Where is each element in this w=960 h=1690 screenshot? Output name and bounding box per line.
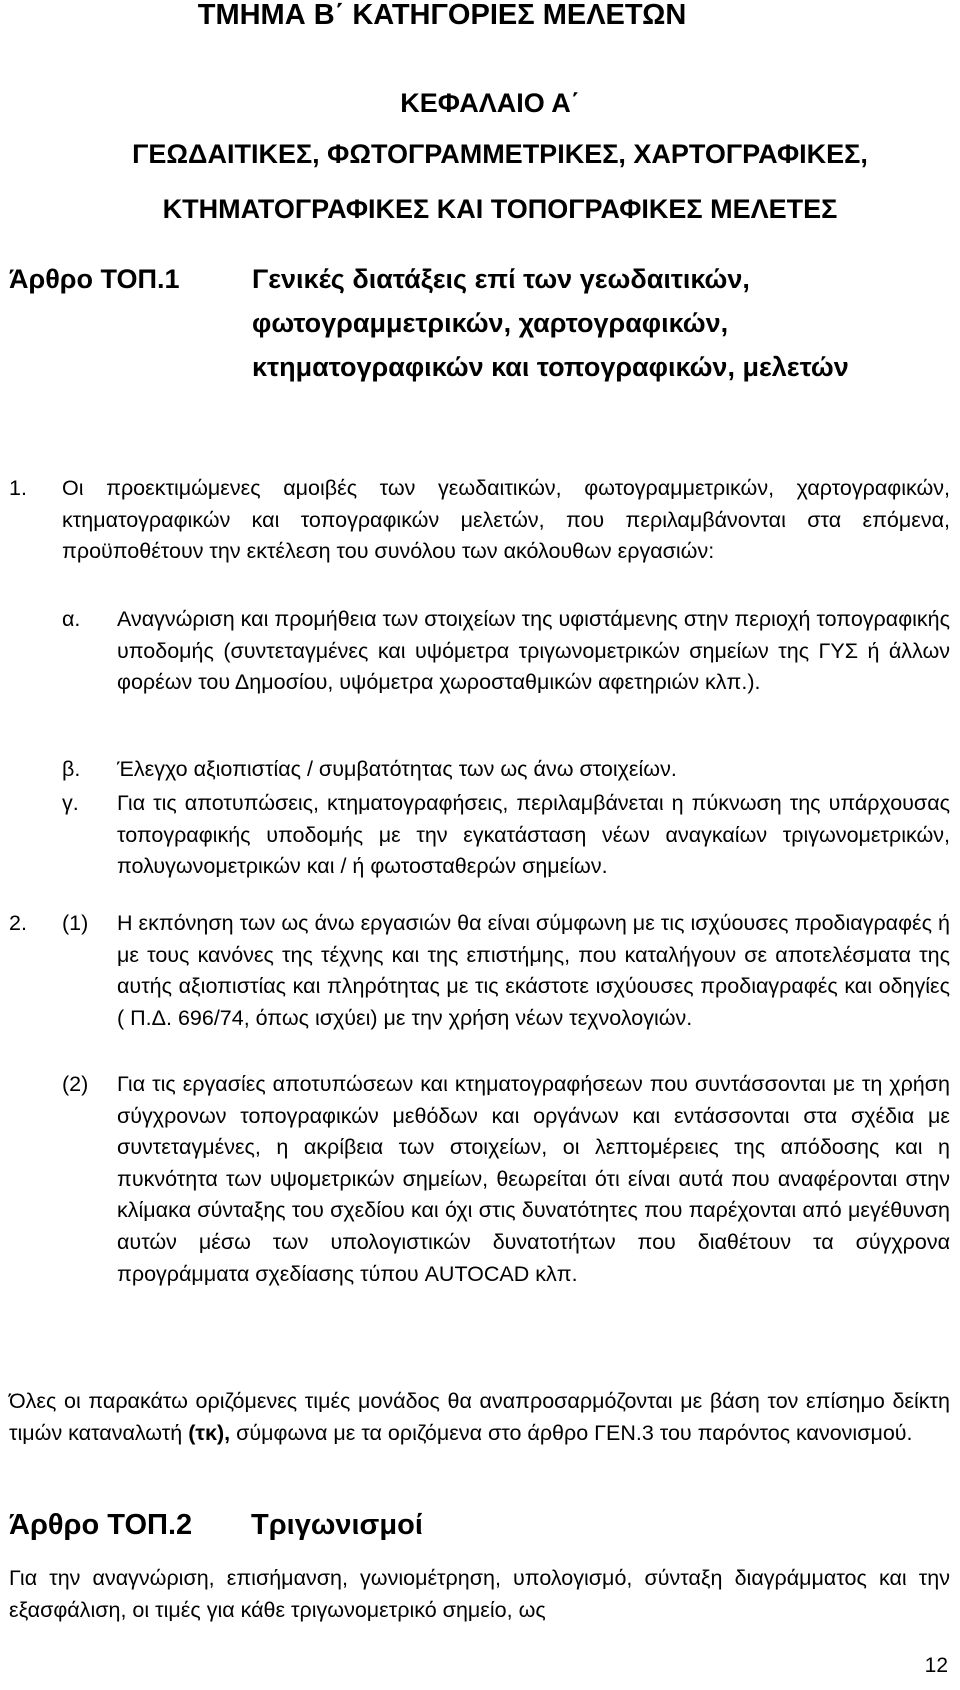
adjustment-note-text-after: σύμφωνα με τα οριζόμενα στο άρθρο ΓΕΝ.3 του παρόντος κανονισμού.: [230, 1420, 913, 1445]
article-2-label: Άρθρο ΤΟΠ.2: [9, 1509, 193, 1541]
item-2-sub2-text: Για τις εργασίες αποτυπώσεων και κτηματογραφήσεων που συντάσσονται με τη χρήση σύγχρονων τοπογραφικών μεθόδων και οργάνων και εντάσσονται στα σχέδια με συντεταγμένες, η ακρίβεια των στοιχείων, οι λεπτομέρειες της απόδοσης και η πυκνότητα των υψομετρικών σημείων, θεωρείται ότι είναι αυτά που αναφέρονται στην κλίμακα σύνταξης του σχεδίου και όχι στις δυνατότητες που παρέχονται από μεγέθυνση αυτών μέσω των υπολογιστικών δυνατοτήτων που διαθέτουν τα σύγχρονα προγράμματα σχεδίασης τύπου AUTOCAD κλπ.: [117, 1072, 950, 1286]
article-1-label: Άρθρο ΤΟΠ.1: [9, 264, 180, 294]
sub-b-text: Έλεγχο αξιοπιστίας / συμβατότητας των ως άνω στοιχείων.: [117, 757, 677, 781]
chapter-subtitle-line-1: ΓΕΩΔΑΙΤΙΚΕΣ, ΦΩΤΟΓΡΑΜΜΕΤΡΙΚΕΣ, ΧΑΡΤΟΓΡΑΦΙΚΕΣ,: [132, 139, 868, 169]
sub-a-label: α.: [62, 607, 81, 631]
adjustment-note-text-before: Όλες οι παρακάτω οριζόμενες τιμές μονάδος θα αναπροσαρμόζονται με βάση τον επίσημο δείκτη τιμών καταναλωτή: [9, 1389, 950, 1445]
item-1-number: 1.: [9, 476, 27, 500]
adjustment-note: [9, 1386, 950, 1449]
article-2-title: Τριγωνισμοί: [251, 1509, 423, 1541]
sub-b-label: β.: [62, 757, 81, 781]
sub-a-text: Αναγνώριση και προμήθεια των στοιχείων της υφιστάμενης στην περιοχή τοπογραφικής υποδομής (συντεταγμένες και υψόμετρα τριγωνομετρικών σημείων της ΓΥΣ ή άλλων φορέων του Δημοσίου, υψόμετρα χωροσταθμικών αφετηριών κλπ.).: [117, 607, 950, 695]
item-2-sub1-text: Η εκπόνηση των ως άνω εργασιών θα είναι σύμφωνη με τις ισχύουσες προδιαγραφές ή με τους κανόνες της τέχνης και της επιστήμης, που καταλήγουν σε αποτελέσματα της αυτής αξιοπιστίας και πληρότητας με τις εκάστοτε ισχύουσες προδιαγραφές και οδηγίες ( Π.Δ. 696/74, όπως ισχύει) με την χρήση νέων τεχνολογιών.: [117, 911, 950, 1030]
chapter-subtitle-line-2: ΚΤΗΜΑΤΟΓΡΑΦΙΚΕΣ ΚΑΙ ΤΟΠΟΓΡΑΦΙΚΕΣ ΜΕΛΕΤΕΣ: [162, 194, 838, 224]
sub-c-label: γ.: [62, 791, 79, 815]
adjustment-note-bold: (τκ),: [188, 1420, 231, 1445]
page-number: 12: [924, 1654, 948, 1677]
chapter-title: ΚΕΦΑΛΑΙΟ Α΄: [400, 88, 580, 118]
sub-c-text: Για τις αποτυπώσεις, κτηματογραφήσεις, περιλαμβάνεται η πύκνωση της υπάρχουσας τοπογραφικής υποδομής με την εγκατάσταση νέων αναγκαίων τριγωνομετρικών, πολυγωνομετρικών και / ή φωτοσταθερών σημείων.: [117, 791, 950, 879]
article-2-text: Για την αναγνώριση, επισήμανση, γωνιομέτρηση, υπολογισμό, σύνταξη διαγράμματος και την εξασφάλιση, οι τιμές για κάθε τριγωνομετρικό σημείο, ως: [9, 1566, 950, 1622]
article-1-title: Γενικές διατάξεις επί των γεωδαιτικών, φωτογραμμετρικών, χαρτογραφικών, κτηματογραφικών και τοπογραφικών, μελετών: [252, 264, 849, 382]
item-2-number: 2.: [9, 911, 27, 935]
item-1-text: [62, 473, 950, 568]
section-title: ΤΜΗΜΑ Β΄ ΚΑΤΗΓΟΡΙΕΣ ΜΕΛΕΤΩΝ: [197, 0, 687, 31]
item-2-sub1-label: (1): [62, 911, 89, 935]
item-2-sub2-label: (2): [62, 1072, 89, 1096]
item-1-body: Οι προεκτιμώμενες αμοιβές των γεωδαιτικών, φωτογραμμετρικών, χαρτογραφικών, κτηματογραφικών και τοπογραφικών μελετών, που περιλαμβάνονται στα επόμενα, προϋποθέτουν την εκτέλεση του συνόλου των ακόλουθων εργασιών:: [62, 476, 950, 564]
